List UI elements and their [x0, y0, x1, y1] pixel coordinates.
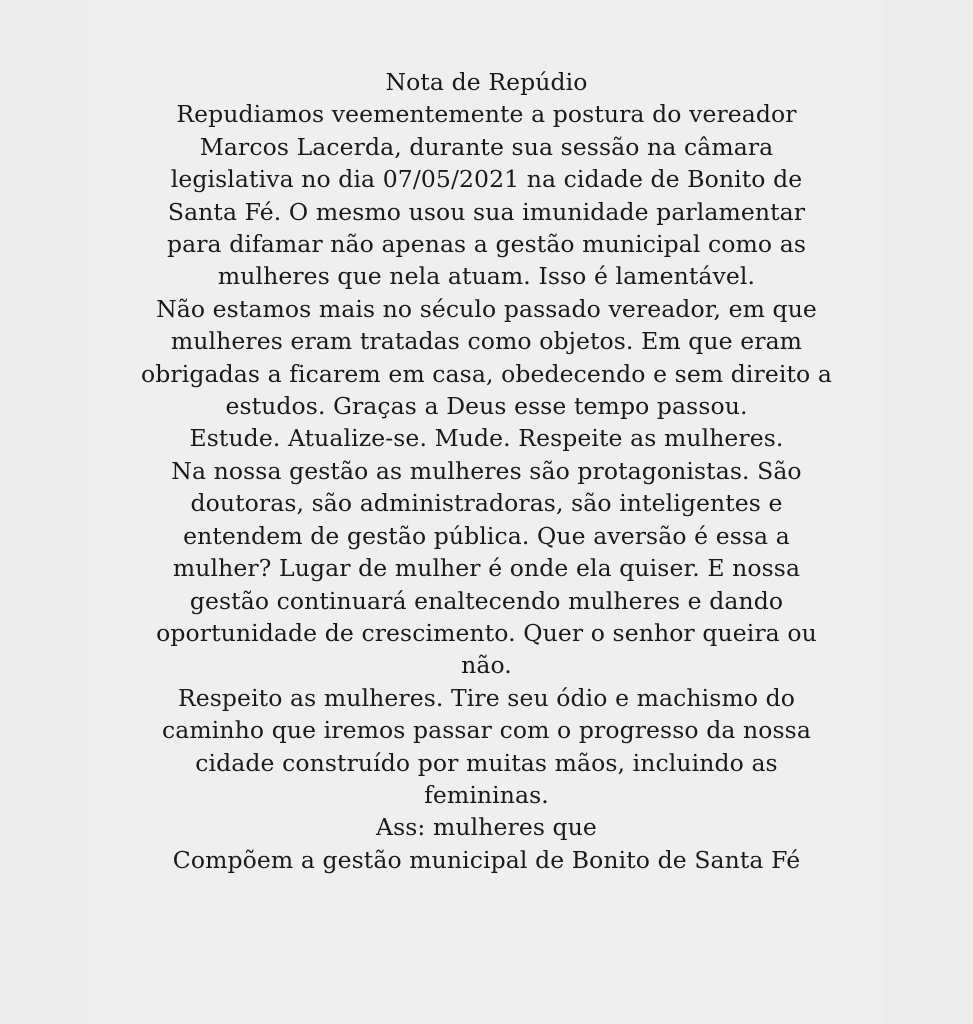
text-line-20: caminho que iremos passar com o progresso da nossa	[162, 716, 811, 745]
text-line-1: Repudiamos veementemente a postura do vereador	[176, 100, 797, 129]
text-line-15: mulher? Lugar de mulher é onde ela quiser. E nossa	[172, 554, 801, 583]
text-line-19: Respeito as mulheres. Tire seu ódio e machismo do	[177, 683, 796, 712]
signature-line: Ass: mulheres que	[376, 813, 597, 842]
text-line-16: gestão continuará enaltecendo mulheres e dando	[189, 586, 784, 615]
text-line-9: obrigadas a ficarem em casa, obedecendo e sem direito a	[141, 359, 832, 388]
text-line-21: cidade construído por muitas mãos, incluindo as	[195, 748, 778, 777]
document-title: Nota de Repúdio	[385, 68, 588, 96]
text-line-3: legislativa no dia 07/05/2021 na cidade de Bonito de	[170, 165, 803, 194]
text-line-12: Na nossa gestão as mulheres são protagonistas. São	[171, 456, 802, 485]
text-line-11: Estude. Atualize-se. Mude. Respeite as mulheres.	[189, 424, 784, 453]
text-line-18: não.	[461, 651, 512, 680]
signature-organization: Compõem a gestão municipal de Bonito de Santa Fé	[172, 845, 801, 874]
text-line-5: para difamar não apenas a gestão municipal como as	[166, 230, 807, 259]
text-line-10: estudos. Graças a Deus esse tempo passou.	[225, 392, 748, 421]
text-line-4: Santa Fé. O mesmo usou sua imunidade parlamentar	[167, 197, 806, 226]
text-line-17: oportunidade de crescimento. Quer o senhor queira ou	[156, 618, 817, 647]
text-line-13: doutoras, são administradoras, são inteligentes e	[190, 489, 783, 518]
text-line-2: Marcos Lacerda, durante sua sessão na câmara	[199, 132, 774, 161]
text-line-14: entendem de gestão pública. Que aversão é essa a	[183, 521, 790, 550]
statement-text	[0, 66, 973, 876]
text-line-7: Não estamos mais no século passado vereador, em que	[156, 294, 817, 323]
text-line-6: mulheres que nela atuam. Isso é lamentável.	[217, 262, 756, 291]
text-line-22: femininas.	[424, 780, 549, 809]
text-line-8: mulheres eram tratadas como objetos. Em que eram	[170, 327, 803, 356]
